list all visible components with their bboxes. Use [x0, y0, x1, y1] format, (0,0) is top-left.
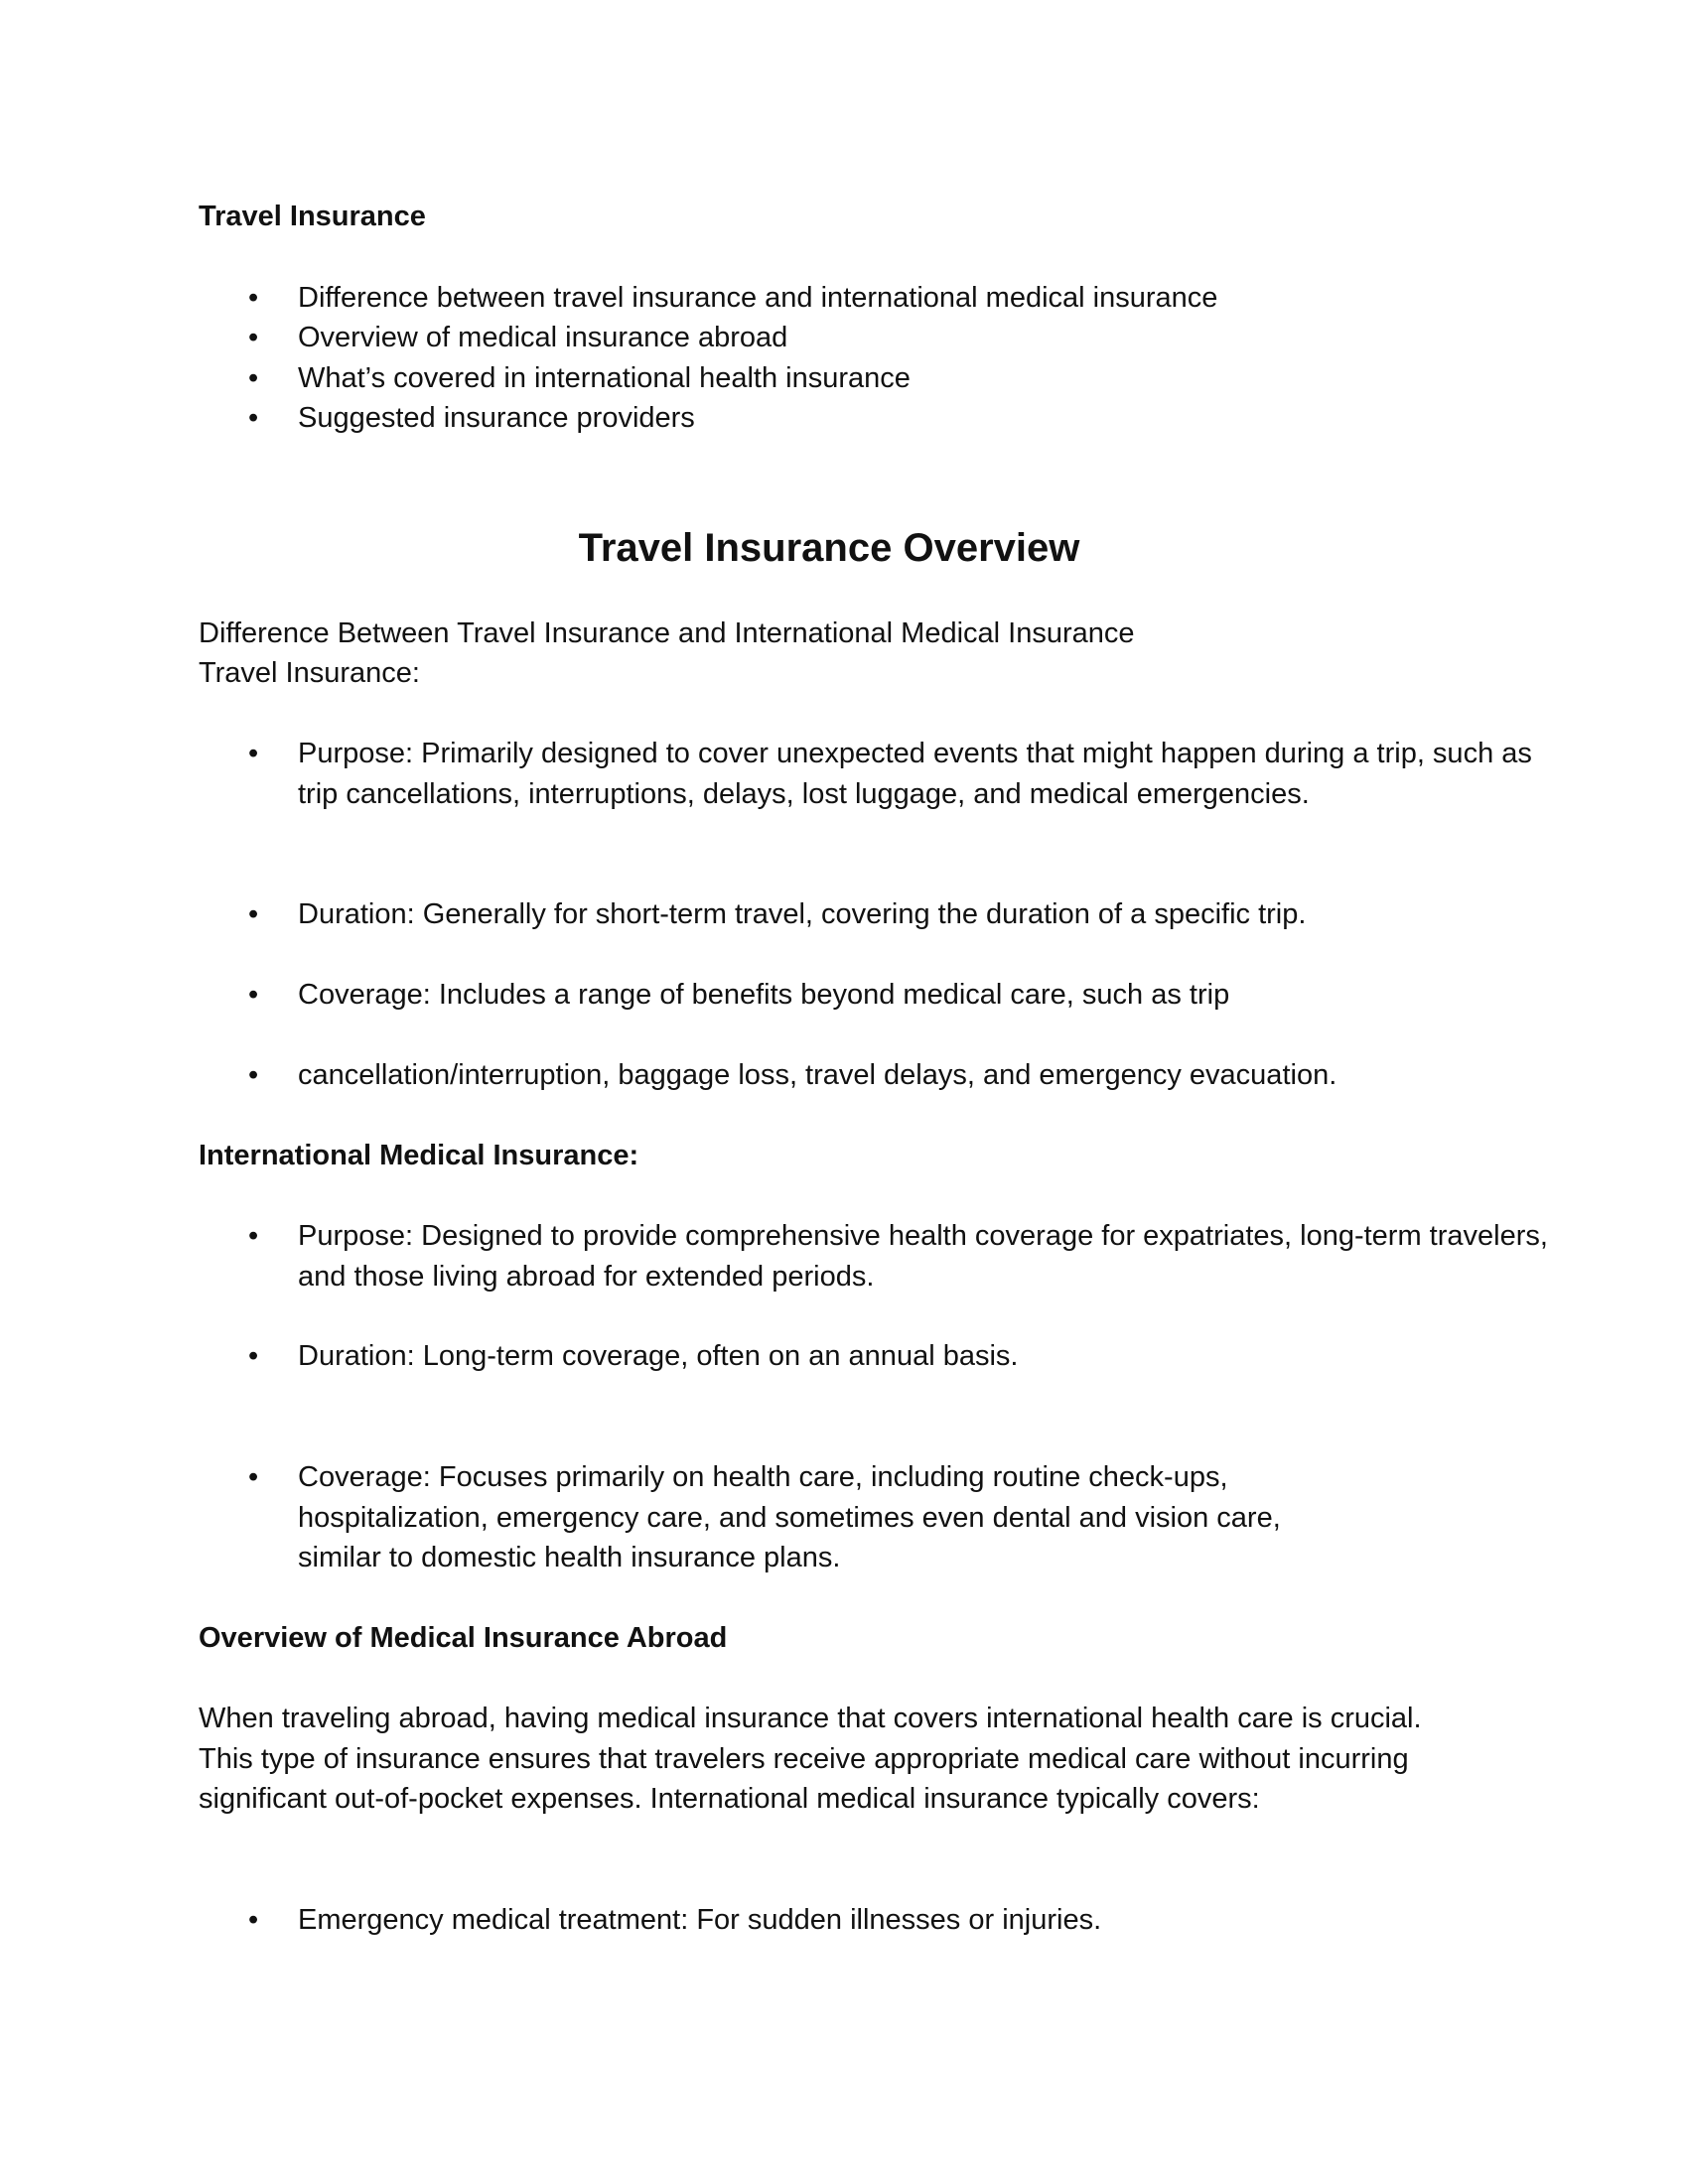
bullet-icon: •	[248, 1220, 259, 1252]
bullet-icon: •	[248, 898, 259, 930]
section-heading-medical-abroad: Overview of Medical Insurance Abroad	[199, 1622, 728, 1654]
page-title: Travel Insurance Overview	[578, 526, 1080, 570]
list-item-text: Duration: Long-term coverage, often on an annual basis.	[298, 1340, 1019, 1372]
bullet-icon: •	[248, 402, 259, 434]
list-item-text: Coverage: Includes a range of benefits beyond medical care, such as trip	[298, 979, 1230, 1011]
document-page	[199, 0, 1548, 2184]
bullet-icon: •	[248, 282, 259, 314]
list-item-text: Emergency medical treatment: For sudden illnesses or injuries.	[298, 1904, 1102, 1936]
abroad-paragraph: When traveling abroad, having medical insurance that covers international health care is crucial. This type of insurance ensures that travelers receive appropriate medical care without incurring significant out-of-pocket expenses. International medical insurance typically covers:	[199, 1703, 1422, 1815]
bullet-icon: •	[248, 322, 259, 353]
list-item-text: Purpose: Primarily designed to cover unexpected events that might happen during a trip, such as trip cancellations, interruptions, delays, lost luggage, and medical emergencies.	[298, 738, 1532, 810]
list-item-text: Duration: Generally for short-term travel, covering the duration of a specific trip.	[298, 898, 1307, 930]
section-heading-travel-insurance: Travel Insurance	[199, 201, 426, 232]
bullet-icon: •	[248, 362, 259, 394]
list-item-text: Overview of medical insurance abroad	[298, 322, 788, 353]
list-item-text: What’s covered in international health insurance	[298, 362, 911, 394]
bullet-icon: •	[248, 1340, 259, 1372]
bullet-icon: •	[248, 979, 259, 1011]
list-item-text: Suggested insurance providers	[298, 402, 695, 434]
list-item-text: Coverage: Focuses primarily on health care, including routine check-ups, hospitalization, emergency care, and sometimes even dental and vision care, similar to domestic health insurance plans.	[298, 1461, 1281, 1573]
list-item-text: Difference between travel insurance and international medical insurance	[298, 282, 1218, 314]
list-item-text: Purpose: Designed to provide comprehensive health coverage for expatriates, long-term travelers, and those living abroad for extended periods.	[298, 1220, 1548, 1293]
travel-insurance-label: Travel Insurance:	[199, 657, 420, 689]
section-heading-international-medical: International Medical Insurance:	[199, 1140, 639, 1171]
bullet-icon: •	[248, 738, 259, 769]
bullet-icon: •	[248, 1904, 259, 1936]
list-item-text: cancellation/interruption, baggage loss, travel delays, and emergency evacuation.	[298, 1059, 1337, 1091]
bullet-icon: •	[248, 1461, 259, 1493]
bullet-icon: •	[248, 1059, 259, 1091]
difference-line: Difference Between Travel Insurance and International Medical Insurance	[199, 617, 1135, 649]
